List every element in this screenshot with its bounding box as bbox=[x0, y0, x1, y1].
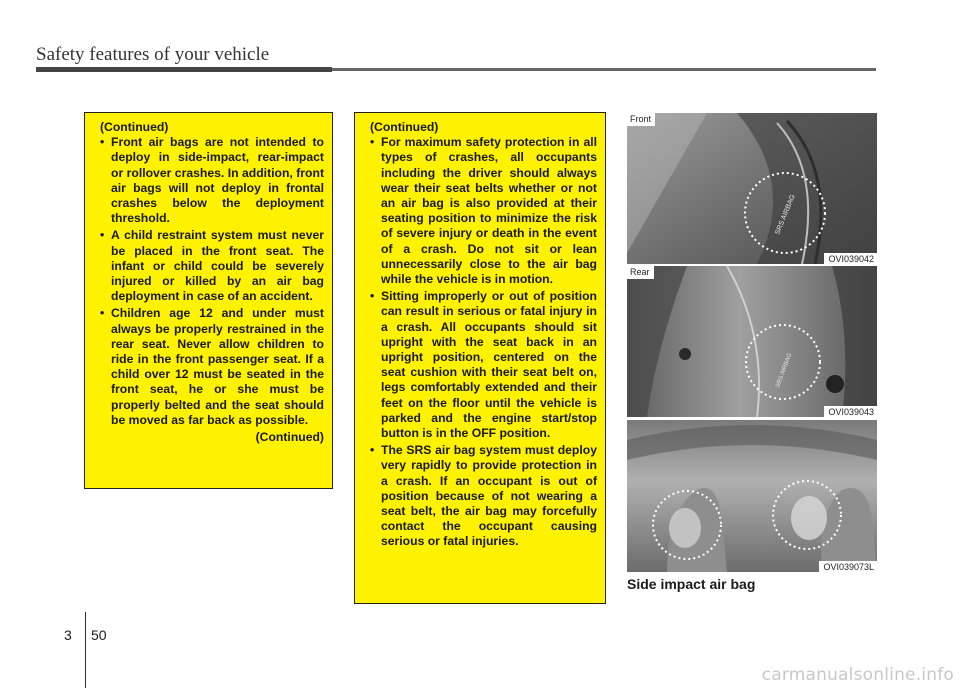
warning-box-left bbox=[84, 112, 333, 489]
page-number: 50 bbox=[91, 627, 107, 643]
photo-code-rear: OVI039043 bbox=[824, 406, 877, 417]
list-item: • For maximum safety protection in all types of crashes, all occupants including the driver should always wear their seat belts whether or not an air bag is also provided at their seating position to minimize the risk of severe injury or death in the event of a crash. Do not sit or lean unnecessarily close to the air bag while the vehicle is in motion. bbox=[363, 135, 597, 287]
rear-seat-airbag-photo bbox=[627, 266, 877, 417]
footer-rule bbox=[85, 612, 86, 688]
cabin-illustration bbox=[627, 420, 877, 572]
list-item: • Front air bags are not intended to deploy in side-impact, rear-impact or rollover crashes. In addition, front air bags will not deploy in frontal crashes below the deployment threshold. bbox=[93, 135, 324, 226]
continued-tail: (Continued) bbox=[255, 430, 324, 445]
cabin-airbag-photo bbox=[627, 420, 877, 572]
watermark: carmanualsonline.info bbox=[761, 665, 954, 685]
photo-tag-rear: Rear bbox=[627, 266, 654, 279]
section-number: 3 bbox=[64, 627, 72, 643]
list-item: • The SRS air bag system must deploy very rapidly to provide protection in a crash. If an occupant is out of position because of not wearing a seat belt, the air bag may forcefully contact the occupant causing serious or fatal injuries. bbox=[363, 443, 597, 549]
figure-caption: Side impact air bag bbox=[627, 576, 756, 592]
list-item: • Children age 12 and under must always be properly restrained in the rear seat. Never allow children to ride in the front passenger seat. If a child over 12 must be seated in the front seat, he or she must be properly belted and the seat should be moved as far back as possible. bbox=[93, 306, 324, 428]
list-item: • A child restraint system must never be placed in the front seat. The infant or child could be severely injured or killed by an air bag deployment in case of an accident. bbox=[93, 228, 324, 304]
front-seat-airbag-photo bbox=[627, 113, 877, 264]
header-rule-accent bbox=[36, 67, 332, 72]
warning-list bbox=[93, 135, 324, 428]
srs-airbag-label: SRS AIRBAG bbox=[774, 193, 797, 236]
rear-seat-illustration bbox=[627, 266, 877, 417]
photo-code-front: OVI039042 bbox=[824, 253, 877, 264]
srs-airbag-label: SRS AIRBAG bbox=[775, 352, 794, 389]
photo-tag-front: Front bbox=[627, 113, 655, 126]
front-seat-illustration bbox=[627, 113, 877, 264]
warning-box-right bbox=[354, 112, 606, 604]
continued-heading: (Continued) bbox=[370, 120, 439, 134]
photo-code-cabin: OVI039073L bbox=[819, 561, 877, 572]
list-item: • Sitting improperly or out of position can result in serious or fatal injury in a crash. All occupants should sit upright with the seat back in an upright position, centered on the seat cushion with their seat belt on, legs comfortably extended and their feet on the floor until the vehicle is parked and the engine start/stop button is in the OFF position. bbox=[363, 289, 597, 441]
page-header-title: Safety features of your vehicle bbox=[36, 44, 270, 65]
continued-heading: (Continued) bbox=[100, 120, 169, 134]
warning-list bbox=[363, 135, 597, 549]
